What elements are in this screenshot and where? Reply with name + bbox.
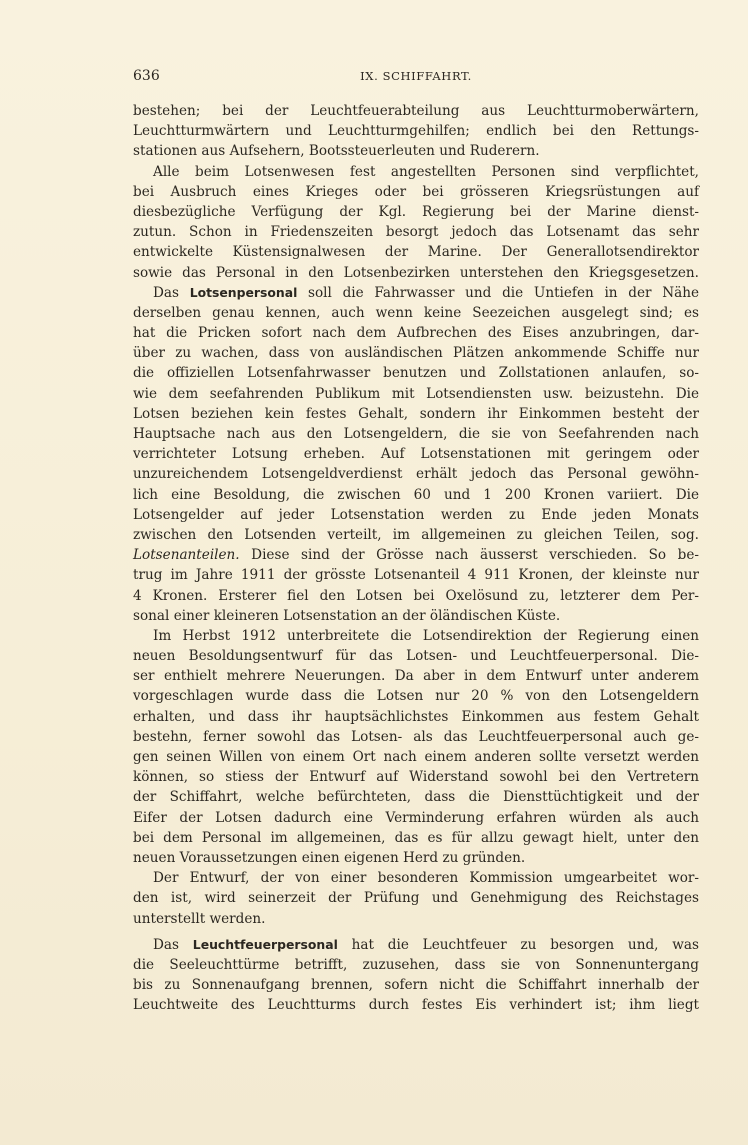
text-line: wie dem seefahrenden Publikum mit Lotsendiensten usw. beizustehn. Die: [133, 385, 699, 402]
text-line: Im Herbst 1912 unterbreitete die Lotsendirektion der Regierung einen: [153, 627, 699, 644]
text-line: Der Entwurf, der von einer besonderen Kommission umgearbeitet wor-: [153, 870, 699, 887]
line-text: Das: [153, 936, 193, 953]
text-line: Leuchtweite des Leuchtturms durch festes Eis verhindert ist; ihm liegt: [133, 997, 699, 1014]
text-line: über zu wachen, dass von ausländischen Plätzen ankommende Schiffe nur: [133, 345, 699, 362]
line-text: Diese sind der Grösse nach äusserst verschieden. So be-: [239, 547, 699, 564]
text-line: zutun. Schon in Friedenszeiten besorgt jedoch das Lotsenamt das sehr: [133, 224, 699, 241]
text-line: [133, 935, 699, 955]
text-line: Leuchtturmwärtern und Leuchtturmgehilfen; endlich bei den Rettungs-: [133, 123, 699, 140]
text-line: Lotsen beziehen kein festes Gehalt, sondern ihr Einkommen besteht der: [133, 405, 699, 422]
text-line: entwickelte Küstensignalwesen der Marine. Der Generallotsendirektor: [133, 244, 699, 261]
text-line: bei Ausbruch eines Krieges oder bei grösseren Kriegsrüstungen auf: [133, 183, 699, 200]
running-head: IX. SCHIFFAHRT.: [360, 69, 472, 83]
text-line: stationen aus Aufsehern, Bootssteuerleuten und Ruderern.: [133, 143, 540, 160]
text-line: erhalten, und dass ihr hauptsächlichstes Einkommen aus festem Gehalt: [133, 708, 699, 725]
keyword-lotsenpersonal: Lotsenpersonal: [189, 284, 298, 300]
text-line: vorgeschlagen wurde dass die Lotsen nur 20 % von den Lotsengeldern: [133, 688, 699, 705]
text-line: lich eine Besoldung, die zwischen 60 und 1 200 Kronen variiert. Die: [133, 486, 699, 503]
text-line: Alle beim Lotsenwesen fest angestellten Personen sind verpflichtet,: [153, 163, 699, 180]
text-line: 4 Kronen. Ersterer fiel den Lotsen bei Oxelösund zu, letzterer dem Per-: [133, 587, 699, 604]
text-line: können, so stiess der Entwurf auf Widerstand sowohl bei den Vertretern: [133, 769, 699, 786]
italic-term: Lotsenanteilen.: [133, 547, 240, 564]
text-line: die Seeleuchttürme betrifft, zuzusehen, dass sie von Sonnenuntergang: [133, 956, 699, 973]
text-line: neuen Voraussetzungen einen eigenen Herd zu gründen.: [133, 849, 526, 866]
body-text: [133, 101, 699, 1015]
line-text: Das: [153, 284, 190, 301]
line-text: hat die Leuchtfeuer zu besorgen und, was: [337, 936, 699, 953]
text-line: trug im Jahre 1911 der grösste Lotsenanteil 4 911 Kronen, der kleinste nur: [133, 567, 699, 584]
text-line: [133, 283, 699, 303]
text-line: neuen Besoldungsentwurf für das Lotsen- und Leuchtfeuerpersonal. Die-: [133, 648, 699, 665]
text-line: den ist, wird seinerzeit der Prüfung und Genehmigung des Reichstages: [133, 890, 699, 907]
page-number: 636: [133, 68, 160, 84]
text-line: Lotsengelder auf jeder Lotsenstation werden zu Ende jeden Monats: [133, 506, 699, 523]
text-line: verrichteter Lotsung erheben. Auf Lotsenstationen mit geringem oder: [133, 446, 699, 463]
text-line: bei dem Personal im allgemeinen, das es für allzu gewagt hielt, unter den: [133, 829, 699, 846]
text-line: bestehen; bei der Leuchtfeuerabteilung aus Leuchtturmoberwärtern,: [133, 103, 699, 119]
text-line: die offiziellen Lotsenfahrwasser benutzen und Zollstationen anlaufen, so-: [133, 365, 699, 382]
text-line: der Schiffahrt, welche befürchteten, dass die Diensttüchtigkeit und der: [133, 789, 699, 806]
text-line: bestehn, ferner sowohl das Lotsen- als das Leuchtfeuerpersonal auch ge-: [133, 728, 699, 745]
text-line: Hauptsache nach aus den Lotsengeldern, die sie von Seefahrenden nach: [133, 426, 699, 442]
text-line: unzureichendem Lotsengeldverdienst erhält jedoch das Personal gewöhn-: [133, 466, 699, 483]
text-line: bis zu Sonnenaufgang brennen, sofern nicht die Schiffahrt innerhalb der: [133, 977, 699, 994]
text-line: diesbezügliche Verfügung der Kgl. Regierung bei der Marine dienst-: [133, 203, 699, 220]
text-line: ser enthielt mehrere Neuerungen. Da aber in dem Entwurf unter anderem: [133, 668, 699, 685]
text-line: Eifer der Lotsen dadurch eine Verminderung erfahren würden als auch: [133, 809, 699, 826]
text-line: unterstellt werden.: [133, 910, 266, 927]
text-line: zwischen den Lotsenden verteilt, im allgemeinen zu gleichen Teilen, sog.: [133, 526, 699, 543]
line-text: soll die Fahrwasser und die Untiefen in der Nähe: [297, 284, 699, 301]
keyword-leuchtfeuerpersonal: Leuchtfeuerpersonal: [192, 936, 338, 952]
page-header: [133, 68, 699, 88]
text-line: [133, 545, 699, 565]
text-line: sowie das Personal in den Lotsenbezirken unterstehen den Kriegsgesetzen.: [133, 264, 699, 281]
text-line: sonal einer kleineren Lotsenstation an der öländischen Küste.: [133, 607, 561, 624]
text-line: gen seinen Willen von einem Ort nach einem anderen sollte versetzt werden: [133, 749, 699, 765]
text-line: derselben genau kennen, auch wenn keine Seezeichen ausgelegt sind; es: [133, 304, 699, 321]
text-line: hat die Pricken sofort nach dem Aufbrechen des Eises anzubringen, dar-: [133, 325, 699, 342]
